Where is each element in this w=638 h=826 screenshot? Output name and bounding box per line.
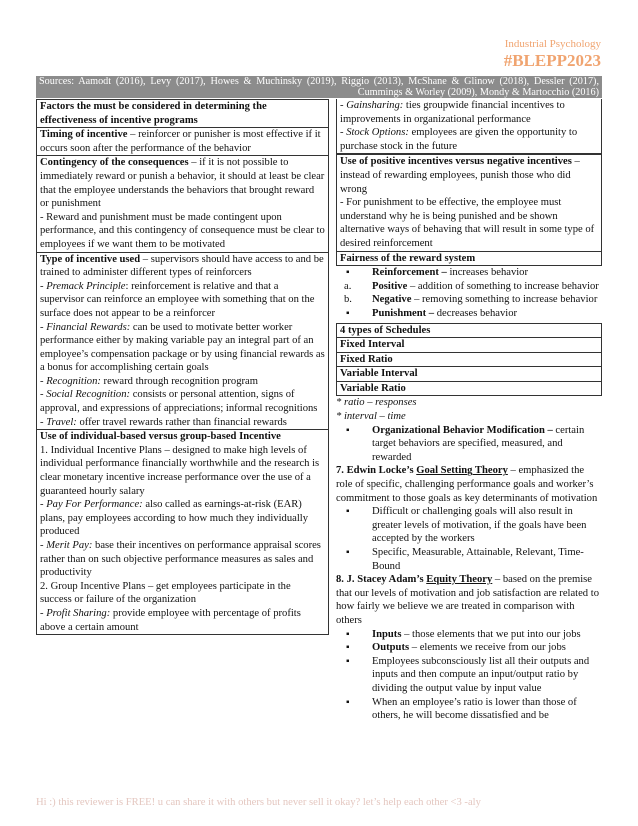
locke-list [336, 505, 602, 573]
schedules-table [336, 323, 602, 397]
locke-pre: 7. Edwin Locke’s [336, 465, 417, 477]
outputs-head: Outputs [372, 642, 410, 654]
negative-head: Negative [372, 294, 412, 306]
pfp-text: also called as earnings-at-risk (EAR) plans, pay employees according to how much they individually produced [40, 499, 309, 538]
footer-note: Hi :) this reviewer is FREE! u can share it with others but never sell it okay? let’s help each other <3 -aly [36, 797, 481, 808]
gainsharing-text: ties groupwide financial incentives to improvements in organizational performance [340, 100, 565, 125]
list-item: ▪ Employees subconsciously list all their outputs and inputs and then compute an input/output ratio by dividing the output value by input value [336, 655, 602, 696]
schedule-row: Variable Interval [336, 367, 602, 382]
list-item [336, 641, 602, 655]
incentive-type-head: Type of incentive used [40, 253, 141, 265]
travel-label: Travel: [46, 416, 77, 428]
individual-group-head: Use of individual-based versus group-based Incentive [40, 431, 281, 443]
list-item [336, 424, 602, 465]
financial-text: can be used to motivate better worker performance either by making variable pay an integral part of an employee’s compensation package or by using financial rewards as a bonus for accomplishing certain goals [40, 321, 325, 374]
reinforcement-head: Reinforcement – [372, 267, 447, 279]
adams-pre: 8. J. Stacey Adam’s [336, 574, 427, 586]
contingency-text: – if it is not possible to immediately reward or punish a behavior, it should at least be clear that the employee understands the behaviors that brought reward or punishment [40, 157, 325, 210]
positive-head: Positive [372, 280, 408, 292]
premack-text: : reinforcement is relative and that a supervisor can reinforce an employee with something that on the surface does not appear to be a reinforcer [40, 280, 315, 319]
fairness-cell [336, 252, 602, 267]
individual-group-cell [36, 430, 329, 635]
profit-label: Profit Sharing: [46, 607, 111, 619]
obm-head: Organizational Behavior Modification – [372, 424, 553, 436]
interval-note: * interval – time [336, 411, 406, 423]
profit-text: provide employee with percentage of profits above a certain amount [40, 607, 301, 633]
timing-text: – reinforcer or punisher is most effective if it occurs soon after the performance of the behavior [40, 129, 321, 154]
posneg-cell [336, 154, 602, 251]
schedule-row: Variable Ratio [336, 382, 602, 397]
fairness-head: Fairness of the reward system [340, 252, 476, 264]
right-column [336, 99, 602, 723]
inputs-text: – those elements that we put into our jobs [401, 628, 581, 640]
premack-label: Premack Principle [46, 280, 126, 292]
contingency-cell [36, 156, 329, 252]
group-plans: 2. Group Incentive Plans – get employees participate in the success or failure of the organization [40, 580, 291, 606]
positive-text: – addition of something to increase behavior [407, 280, 599, 292]
adams-text: – based on the premise that our levels of motivation and job satisfaction are related to how fairly we believe we are treated in comparison with others [336, 574, 599, 626]
outputs-text: – elements we receive from our jobs [409, 642, 566, 654]
pfp-line: - Pay For Performance: also called as earnings-at-risk (EAR) plans, pay employees according to how much they individually produced [40, 499, 309, 538]
punishment-head: Punishment – [372, 307, 435, 319]
posneg-text: – instead of rewarding employees, punish those who did wrong [340, 156, 580, 195]
individual-plans: 1. Individual Incentive Plans – designed to make high levels of individual performance financially worthwhile and the research is clear monetary incentive increase performance over the use of a guaranteed hourly salary [40, 444, 320, 497]
financial-line: - Financial Rewards: can be used to motivate better worker performance either by making variable pay an integral part of an employee’s compensation package or by using financial rewards as a bonus for accomplishing certain goals [40, 321, 325, 374]
obm-text: certain target behaviors are specified, measured, and rewarded [372, 424, 585, 463]
gainsharing-cell [336, 99, 602, 154]
timing-head: Timing of incentive [40, 129, 128, 141]
incentive-type-cell [36, 253, 329, 431]
social-line: - Social Recognition: consists or personal attention, signs of approval, and expressions of appreciations; informal recognitions [40, 389, 318, 415]
premack-line: - Premack Principle: reinforcement is relative and that a supervisor can reinforce an employee with something that on the surface does not appear to be a reinforcer [40, 280, 315, 319]
list-marker: b. [344, 294, 352, 306]
reinforcement-list [336, 266, 602, 280]
merit-text: base their incentives on performance appraisal scores rather than on such objective performance measures as sales and productivity [40, 540, 321, 579]
adams-list [336, 628, 602, 723]
stock-line: - Stock Options: employees are given the opportunity to purchase stock in the future [340, 127, 578, 152]
merit-label: Merit Pay: [46, 540, 93, 551]
contingency-head: Contingency of the consequences [40, 157, 189, 169]
left-column [36, 99, 329, 635]
posneg-text2: - For punishment to be effective, the employee must understand why he is being punished and be shown alternative ways of behaving that will result in some type of desired reinforcement [340, 197, 595, 249]
incentive-type-text: – supervisors should have access to and be trained to administer different types of reinforcers [40, 253, 324, 279]
subject-label: Industrial Psychology [504, 38, 601, 50]
travel-line: - Travel: offer travel rewards rather than financial rewards [40, 416, 287, 428]
posneg-head: Use of positive incentives versus negative incentives [340, 156, 572, 168]
negative-text: – removing something to increase behavior [411, 294, 598, 306]
list-item [336, 307, 602, 321]
locke-text: – emphasized the role of specific, challenging performance goals and worker’s commitment to those goals as key determinants of motivation [336, 465, 598, 504]
travel-text: offer travel rewards rather than financial rewards [76, 416, 287, 428]
list-item: ▪ Difficult or challenging goals will also result in greater levels of motivation, if the goals have been accepted by the workers [336, 505, 602, 546]
punishment-list [336, 307, 602, 321]
recognition-line: - Recognition: reward through recognition program [40, 375, 258, 387]
hashtag-title: #BLEPP2023 [503, 51, 601, 70]
list-item [336, 280, 602, 294]
list-item [336, 628, 602, 642]
recognition-label: Recognition: [46, 375, 101, 387]
adams-paragraph [336, 573, 602, 627]
social-label: Social Recognition: [46, 389, 131, 401]
timing-cell [36, 128, 329, 156]
list-item: ▪ When an employee’s ratio is lower than those of others, he will become dissatisfied and be [336, 696, 602, 723]
punishment-text: decreases behavior [434, 307, 518, 319]
obm-list [336, 424, 602, 465]
gainsharing-line: - Gainsharing: ties groupwide financial incentives to improvements in organizational performance [340, 100, 565, 125]
stock-label: Stock Options: [346, 127, 409, 139]
inputs-head: Inputs [372, 628, 402, 640]
list-marker: a. [344, 280, 352, 292]
factors-title-cell [36, 99, 329, 128]
list-item [336, 266, 602, 280]
factors-title: Factors the must be considered in determining the effectiveness of incentive programs [40, 101, 267, 126]
stock-text: employees are given the opportunity to purchase stock in the future [340, 127, 578, 152]
financial-label: Financial Rewards: [46, 321, 131, 333]
merit-line: - Merit Pay: base their incentives on performance appraisal scores rather than on such objective performance measures as sales and productivity [40, 540, 321, 579]
reinforcement-types [336, 280, 602, 307]
ratio-note: * ratio – responses [336, 397, 417, 409]
contingency-text2: - Reward and punishment must be made contingent upon performance, and this contingency of consequence must be clear to employees if we want them to be motivated [40, 211, 325, 250]
profit-line: - Profit Sharing: provide employee with percentage of profits above a certain amount [40, 607, 301, 633]
list-item [336, 293, 602, 307]
schedule-row: 4 types of Schedules [336, 323, 602, 339]
locke-paragraph [336, 464, 602, 505]
pfp-label: Pay For Performance: [46, 499, 143, 511]
sources-bar: Sources: Aamodt (2016), Levy (2017), Howes & Muchinsky (2019), Riggio (2013), McShane & Glinow (2018), Dessler (2017), Cummings & Worley (2009), Mondy & Martocchio (2016) [36, 76, 602, 98]
reinforcement-text: increases behavior [446, 267, 529, 279]
list-item: ▪ Specific, Measurable, Attainable, Relevant, Time-Bound [336, 546, 602, 573]
gainsharing-label: Gainsharing: [346, 100, 404, 111]
equity-theory-link: Equity Theory [426, 574, 493, 586]
schedule-row: Fixed Interval [336, 338, 602, 353]
recognition-text: reward through recognition program [100, 375, 258, 387]
schedule-row: Fixed Ratio [336, 353, 602, 368]
goal-setting-theory-link: Goal Setting Theory [416, 465, 508, 477]
social-text: consists or personal attention, signs of approval, and expressions of appreciations; informal recognitions [40, 389, 318, 415]
